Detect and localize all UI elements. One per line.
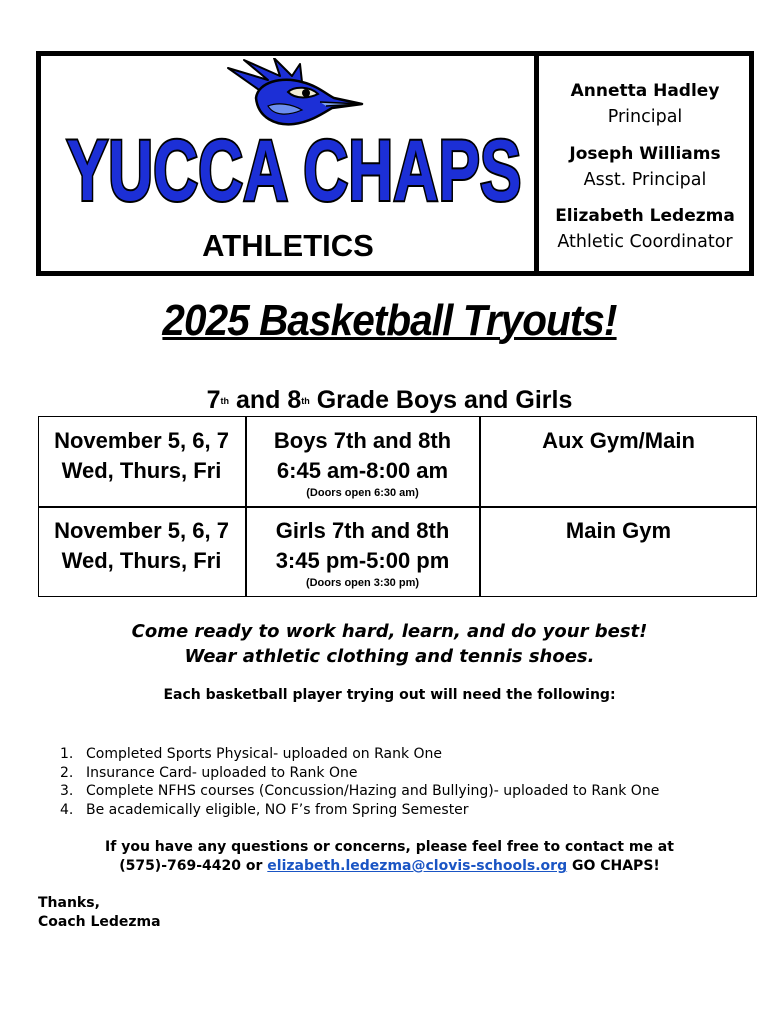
motivation-text [0, 619, 779, 669]
table-cell-location [480, 516, 757, 546]
time-text: 6:45 am-8:00 am [276, 458, 449, 483]
logo-text: YUCCA CHAPS [66, 132, 522, 212]
list-number: 4. [60, 801, 74, 818]
phone-text: (575)-769-4420 or [119, 858, 268, 874]
grade-superscript: th [301, 396, 310, 406]
requirements-intro: Each basketball player trying out will need the following: [163, 687, 616, 703]
table-cell-location [480, 426, 757, 456]
list-text: Completed Sports Physical- uploaded on Rank One [86, 746, 443, 762]
roadrunner-logo-icon [222, 58, 364, 130]
list-text: Complete NFHS courses (Concussion/Hazing and Bullying)- uploaded to Rank One [86, 783, 660, 799]
list-number: 2. [60, 764, 74, 781]
list-number: 3. [60, 783, 74, 799]
page-title: 2025 Basketball Tryouts! [162, 296, 617, 345]
list-item [60, 764, 659, 783]
doors-text: (Doors open 6:30 am) [306, 487, 419, 499]
location-text: Main Gym [565, 518, 672, 543]
requirements-list [60, 745, 659, 819]
athletic-coordinator-name: Elizabeth Ledezma [555, 206, 735, 226]
table-cell-session [246, 516, 479, 590]
location-text: Aux Gym/Main [542, 428, 695, 453]
table-cell-dates [38, 516, 245, 576]
time-text: 3:45 pm-5:00 pm [275, 548, 450, 573]
asst-principal-role: Asst. Principal [583, 170, 707, 190]
signoff-name: Coach Ledezma [38, 914, 161, 930]
contact-suffix: GO CHAPS! [567, 858, 660, 874]
doors-text: (Doors open 3:30 pm) [305, 577, 420, 589]
principal-name: Annetta Hadley [570, 81, 720, 101]
table-cell-session [246, 426, 479, 500]
contact-line [0, 857, 779, 876]
days-text: Wed, Thurs, Fri [61, 548, 222, 573]
list-text: Be academically eligible, NO F’s from Spring Semester [86, 801, 469, 818]
grade-heading-part: and 8 [229, 386, 302, 414]
signoff-thanks: Thanks, [38, 895, 100, 911]
contact-info [0, 838, 779, 876]
principal-role: Principal [607, 107, 683, 127]
list-item [60, 801, 659, 820]
list-text: Insurance Card- uploaded to Rank One [86, 764, 358, 781]
athletic-coordinator-role: Athletic Coordinator [557, 232, 733, 252]
table-cell-dates [38, 426, 245, 486]
department-label: ATHLETICS [202, 228, 374, 263]
dates-text: November 5, 6, 7 [54, 428, 229, 453]
grade-superscript: th [220, 396, 230, 406]
signoff [38, 894, 161, 932]
group-text: Girls 7th and 8th [275, 518, 450, 543]
list-item [60, 745, 659, 764]
days-text: Wed, Thurs, Fri [61, 458, 222, 483]
asst-principal-name: Joseph Williams [569, 144, 721, 164]
motivation-line: Wear athletic clothing and tennis shoes. [184, 646, 595, 667]
list-number: 1. [60, 746, 74, 762]
list-item [60, 782, 659, 801]
group-text: Boys 7th and 8th [273, 428, 452, 453]
yucca-chaps-logo [62, 132, 527, 212]
motivation-line: Come ready to work hard, learn, and do your best! [131, 621, 648, 642]
grade-heading-part: 7 [206, 386, 221, 414]
dates-text: November 5, 6, 7 [54, 518, 229, 543]
grade-heading-part: Grade Boys and Girls [309, 386, 573, 414]
table-divider [38, 506, 757, 508]
contact-line: If you have any questions or concerns, please feel free to contact me at [105, 839, 674, 855]
grade-heading [0, 386, 779, 415]
email-link[interactable]: elizabeth.ledezma@clovis-schools.org [267, 858, 568, 874]
